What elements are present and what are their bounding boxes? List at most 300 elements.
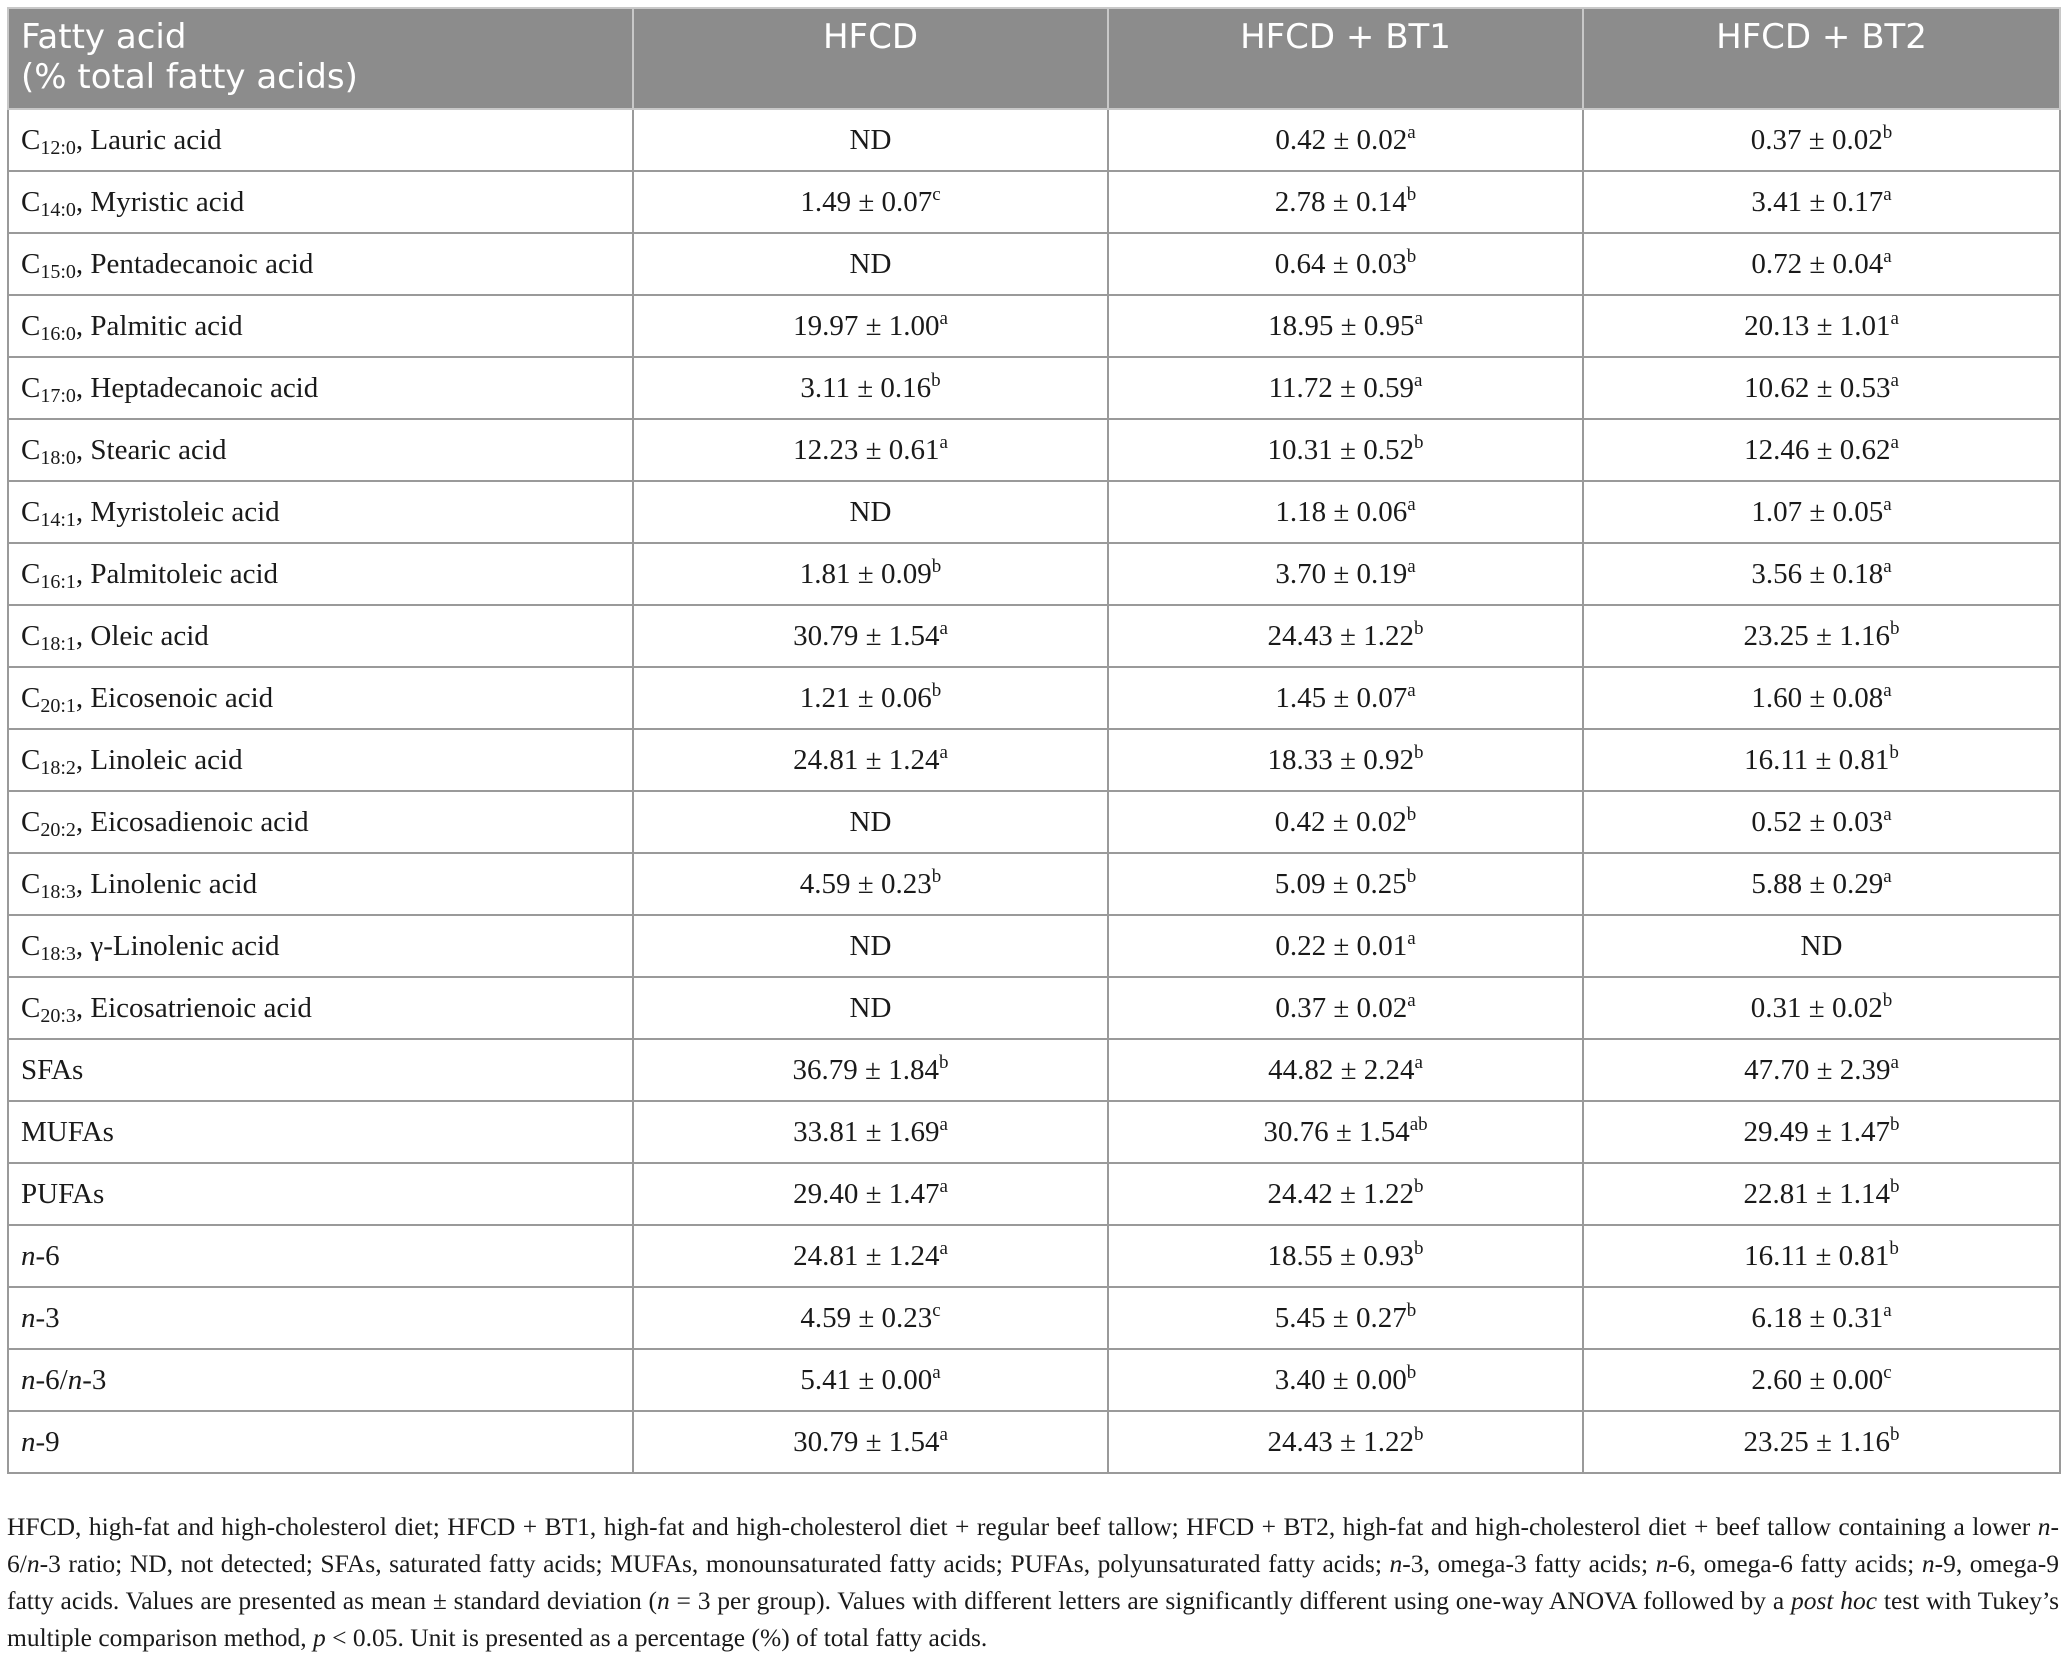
fatty-acid-prefix: C <box>21 433 41 466</box>
significance-letter: b <box>931 555 942 577</box>
fatty-acid-common-name: , Eicosatrienoic acid <box>75 991 312 1024</box>
value-cell-hfcd-bt1 <box>1108 1039 1583 1101</box>
footnote-text: -3, omega-3 fatty acids; <box>1402 1549 1656 1578</box>
table-row <box>8 233 2060 295</box>
significance-letter: a <box>1407 493 1416 515</box>
value-cell-hfcd-bt1 <box>1108 791 1583 853</box>
mean-sd-value: 18.95 ± 0.95 <box>1268 309 1415 342</box>
table-row <box>8 605 2060 667</box>
value-cell-hfcd-bt1 <box>1108 1411 1583 1473</box>
mean-sd-value: 29.49 ± 1.47 <box>1743 1115 1890 1148</box>
fatty-acid-name-part: n <box>21 1301 36 1334</box>
significance-letter: ab <box>1409 1113 1428 1135</box>
mean-sd-value: 0.37 ± 0.02 <box>1275 991 1408 1024</box>
fatty-acid-prefix: C <box>21 247 41 280</box>
value-cell-hfcd <box>633 1225 1108 1287</box>
footnote-text: n <box>1389 1549 1403 1578</box>
carbon-notation-subscript: 14:0 <box>40 198 76 221</box>
fatty-acid-name-cell <box>8 357 633 419</box>
significance-letter: a <box>1883 803 1892 825</box>
fatty-acid-common-name: , Palmitoleic acid <box>75 557 279 590</box>
footnote-text: = 3 per group). Values with different letters are significantly different using one-way ANOVA followed by a <box>669 1586 1791 1615</box>
fatty-acid-prefix: C <box>21 929 41 962</box>
table-row <box>8 1225 2060 1287</box>
footnote-text: n <box>1655 1549 1669 1578</box>
footnote-text: test with Tukey’s multiple comparison method, <box>7 1586 2059 1652</box>
mean-sd-value: 10.62 ± 0.53 <box>1744 371 1891 404</box>
value-cell-hfcd-bt1 <box>1108 171 1583 233</box>
fatty-acid-name-cell <box>8 791 633 853</box>
value-cell-hfcd-bt2 <box>1583 729 2060 791</box>
significance-letter: b <box>1406 1299 1417 1321</box>
fatty-acid-common-name: , Lauric acid <box>75 123 222 156</box>
value-cell-hfcd-bt1 <box>1108 977 1583 1039</box>
fatty-acid-common-name: , Eicosenoic acid <box>75 681 274 714</box>
significance-letter: a <box>1407 679 1416 701</box>
significance-letter: b <box>931 679 942 701</box>
fatty-acid-prefix: SFAs <box>21 1053 84 1086</box>
table-row <box>8 1287 2060 1349</box>
mean-sd-value: 19.97 ± 1.00 <box>793 309 940 342</box>
significance-letter: a <box>1890 307 1899 329</box>
value-cell-hfcd-bt1 <box>1108 915 1583 977</box>
significance-letter: a <box>939 1175 948 1197</box>
value-cell-hfcd-bt1 <box>1108 1349 1583 1411</box>
value-cell-hfcd <box>633 543 1108 605</box>
fatty-acid-name-part: -3 <box>35 1301 60 1334</box>
mean-sd-value: ND <box>849 123 892 156</box>
footnote-text: n <box>26 1549 40 1578</box>
mean-sd-value: ND <box>849 495 892 528</box>
value-cell-hfcd-bt2 <box>1583 915 2060 977</box>
footnote-text: < 0.05. Unit is presented as a percentage (%) of total fatty acids. <box>325 1623 988 1652</box>
fatty-acid-name-cell <box>8 915 633 977</box>
value-cell-hfcd <box>633 295 1108 357</box>
value-cell-hfcd-bt2 <box>1583 357 2060 419</box>
carbon-notation-subscript: 20:3 <box>40 1004 76 1027</box>
fatty-acid-prefix: C <box>21 185 41 218</box>
mean-sd-value: 0.31 ± 0.02 <box>1750 991 1883 1024</box>
significance-letter: a <box>1883 1299 1892 1321</box>
mean-sd-value: ND <box>849 247 892 280</box>
significance-letter: b <box>1889 617 1900 639</box>
value-cell-hfcd-bt1 <box>1108 543 1583 605</box>
table-row <box>8 667 2060 729</box>
mean-sd-value: 5.41 ± 0.00 <box>800 1363 933 1396</box>
table-row <box>8 1163 2060 1225</box>
value-cell-hfcd-bt1 <box>1108 1101 1583 1163</box>
significance-letter: b <box>938 1051 949 1073</box>
value-cell-hfcd-bt2 <box>1583 109 2060 171</box>
value-cell-hfcd-bt2 <box>1583 791 2060 853</box>
mean-sd-value: 12.23 ± 0.61 <box>793 433 940 466</box>
value-cell-hfcd <box>633 1349 1108 1411</box>
carbon-notation-subscript: 18:2 <box>40 756 76 779</box>
fatty-acid-name-cell <box>8 1349 633 1411</box>
value-cell-hfcd-bt1 <box>1108 295 1583 357</box>
carbon-notation-subscript: 16:0 <box>40 322 76 345</box>
value-cell-hfcd-bt2 <box>1583 667 2060 729</box>
value-cell-hfcd <box>633 171 1108 233</box>
table-row <box>8 1411 2060 1473</box>
table-row <box>8 357 2060 419</box>
value-cell-hfcd-bt2 <box>1583 977 2060 1039</box>
footnote-text: HFCD, high-fat and high-cholesterol diet; HFCD + BT1, high-fat and high-cholesterol diet + regular beef tallow; HFCD + BT2, high-fat and high-cholesterol diet + beef tallow containing a lower <box>7 1512 2038 1541</box>
significance-letter: b <box>1413 1175 1424 1197</box>
carbon-notation-subscript: 18:1 <box>40 632 76 655</box>
table-row <box>8 1349 2060 1411</box>
value-cell-hfcd <box>633 109 1108 171</box>
significance-letter: a <box>1407 121 1416 143</box>
table-row <box>8 171 2060 233</box>
significance-letter: a <box>939 617 948 639</box>
value-cell-hfcd-bt1 <box>1108 667 1583 729</box>
mean-sd-value: 1.07 ± 0.05 <box>1751 495 1884 528</box>
value-cell-hfcd <box>633 1163 1108 1225</box>
mean-sd-value: 2.78 ± 0.14 <box>1274 185 1407 218</box>
mean-sd-value: 18.33 ± 0.92 <box>1267 743 1414 776</box>
significance-letter: a <box>1883 679 1892 701</box>
header-hfcd-bt2: HFCD + BT2 <box>1583 8 2060 109</box>
mean-sd-value: 5.45 ± 0.27 <box>1274 1301 1407 1334</box>
fatty-acid-name-part: n <box>21 1425 36 1458</box>
mean-sd-value: 16.11 ± 0.81 <box>1744 1239 1890 1272</box>
table-row <box>8 977 2060 1039</box>
fatty-acid-name-cell <box>8 729 633 791</box>
significance-letter: b <box>1413 1423 1424 1445</box>
value-cell-hfcd <box>633 791 1108 853</box>
mean-sd-value: ND <box>849 929 892 962</box>
fatty-acid-name-cell <box>8 1287 633 1349</box>
fatty-acid-prefix: C <box>21 991 41 1024</box>
carbon-notation-subscript: 18:0 <box>40 446 76 469</box>
fatty-acid-name-cell <box>8 853 633 915</box>
fatty-acid-prefix: C <box>21 619 41 652</box>
fatty-acid-common-name: , γ-Linolenic acid <box>75 929 280 962</box>
carbon-notation-subscript: 15:0 <box>40 260 76 283</box>
mean-sd-value: 0.72 ± 0.04 <box>1751 247 1884 280</box>
mean-sd-value: 3.41 ± 0.17 <box>1751 185 1884 218</box>
significance-letter: b <box>1889 741 1899 763</box>
fatty-acid-name-part: n <box>21 1363 36 1396</box>
mean-sd-value: 0.42 ± 0.02 <box>1275 123 1408 156</box>
fatty-acid-name-cell <box>8 1101 633 1163</box>
mean-sd-value: 2.60 ± 0.00 <box>1751 1363 1884 1396</box>
mean-sd-value: 3.40 ± 0.00 <box>1274 1363 1407 1396</box>
mean-sd-value: 23.25 ± 1.16 <box>1743 619 1890 652</box>
value-cell-hfcd-bt2 <box>1583 171 2060 233</box>
mean-sd-value: 10.31 ± 0.52 <box>1267 433 1414 466</box>
fatty-acid-name-cell <box>8 605 633 667</box>
mean-sd-value: 30.76 ± 1.54 <box>1263 1115 1410 1148</box>
mean-sd-value: 24.43 ± 1.22 <box>1267 619 1414 652</box>
fatty-acid-name-part: -6/ <box>35 1363 68 1396</box>
fatty-acid-name-part: -3 <box>82 1363 107 1396</box>
table-row <box>8 481 2060 543</box>
fatty-acid-prefix: C <box>21 371 41 404</box>
significance-letter: b <box>1406 803 1417 825</box>
value-cell-hfcd <box>633 977 1108 1039</box>
significance-letter: a <box>1414 307 1423 329</box>
carbon-notation-subscript: 16:1 <box>40 570 76 593</box>
significance-letter: b <box>1413 741 1424 763</box>
mean-sd-value: 1.18 ± 0.06 <box>1275 495 1408 528</box>
value-cell-hfcd <box>633 853 1108 915</box>
header-fatty-acid-line1: Fatty acid <box>21 17 187 57</box>
fatty-acid-common-name: , Myristic acid <box>75 185 245 218</box>
mean-sd-value: 0.22 ± 0.01 <box>1275 929 1408 962</box>
significance-letter: a <box>1890 1051 1899 1073</box>
table-row <box>8 543 2060 605</box>
carbon-notation-subscript: 17:0 <box>40 384 76 407</box>
value-cell-hfcd <box>633 605 1108 667</box>
significance-letter: b <box>1406 183 1417 205</box>
value-cell-hfcd-bt2 <box>1583 1411 2060 1473</box>
value-cell-hfcd <box>633 729 1108 791</box>
footnote-text: n <box>657 1586 670 1615</box>
mean-sd-value: 16.11 ± 0.81 <box>1744 743 1890 776</box>
mean-sd-value: 6.18 ± 0.31 <box>1751 1301 1884 1334</box>
fatty-acid-prefix: PUFAs <box>21 1177 105 1210</box>
table-row <box>8 915 2060 977</box>
value-cell-hfcd <box>633 915 1108 977</box>
mean-sd-value: 24.42 ± 1.22 <box>1267 1177 1414 1210</box>
fatty-acid-common-name: , Oleic acid <box>75 619 209 652</box>
value-cell-hfcd-bt2 <box>1583 543 2060 605</box>
fatty-acid-table <box>7 7 2061 1474</box>
fatty-acid-name-cell <box>8 1411 633 1473</box>
mean-sd-value: 24.43 ± 1.22 <box>1267 1425 1414 1458</box>
fatty-acid-common-name: , Pentadecanoic acid <box>75 247 314 280</box>
fatty-acid-prefix: C <box>21 805 41 838</box>
mean-sd-value: 3.56 ± 0.18 <box>1751 557 1884 590</box>
significance-letter: a <box>1883 555 1892 577</box>
table-footnote <box>7 1508 2059 1656</box>
fatty-acid-common-name: , Linoleic acid <box>75 743 243 776</box>
significance-letter: b <box>1889 1113 1900 1135</box>
value-cell-hfcd-bt1 <box>1108 729 1583 791</box>
significance-letter: a <box>939 1113 948 1135</box>
value-cell-hfcd-bt1 <box>1108 853 1583 915</box>
mean-sd-value: 3.70 ± 0.19 <box>1275 557 1408 590</box>
carbon-notation-subscript: 20:2 <box>40 818 76 841</box>
table-row <box>8 853 2060 915</box>
mean-sd-value: 24.81 ± 1.24 <box>793 1239 940 1272</box>
fatty-acid-prefix: C <box>21 681 41 714</box>
value-cell-hfcd <box>633 357 1108 419</box>
significance-letter: b <box>1406 245 1417 267</box>
mean-sd-value: 0.64 ± 0.03 <box>1274 247 1407 280</box>
value-cell-hfcd-bt1 <box>1108 605 1583 667</box>
mean-sd-value: 12.46 ± 0.62 <box>1744 433 1891 466</box>
mean-sd-value: 29.40 ± 1.47 <box>793 1177 940 1210</box>
value-cell-hfcd-bt2 <box>1583 1349 2060 1411</box>
value-cell-hfcd-bt1 <box>1108 109 1583 171</box>
significance-letter: b <box>1882 121 1893 143</box>
fatty-acid-common-name: , Linolenic acid <box>75 867 258 900</box>
significance-letter: a <box>939 741 948 763</box>
fatty-acid-common-name: , Palmitic acid <box>75 309 243 342</box>
carbon-notation-subscript: 18:3 <box>40 880 76 903</box>
mean-sd-value: 0.42 ± 0.02 <box>1274 805 1407 838</box>
mean-sd-value: 1.60 ± 0.08 <box>1751 681 1884 714</box>
value-cell-hfcd <box>633 1287 1108 1349</box>
fatty-acid-name-part: -6 <box>35 1239 60 1272</box>
mean-sd-value: 36.79 ± 1.84 <box>792 1053 939 1086</box>
mean-sd-value: 47.70 ± 2.39 <box>1744 1053 1891 1086</box>
mean-sd-value: 23.25 ± 1.16 <box>1743 1425 1890 1458</box>
fatty-acid-prefix: C <box>21 123 41 156</box>
fatty-acid-name-part: n <box>21 1239 36 1272</box>
mean-sd-value: 1.21 ± 0.06 <box>799 681 932 714</box>
header-row <box>8 8 2060 109</box>
footnote-text: -6, omega-6 fatty acids; <box>1668 1549 1922 1578</box>
significance-letter: a <box>1407 989 1416 1011</box>
carbon-notation-subscript: 18:3 <box>40 942 76 965</box>
significance-letter: a <box>1890 431 1899 453</box>
value-cell-hfcd <box>633 419 1108 481</box>
value-cell-hfcd <box>633 667 1108 729</box>
significance-letter: c <box>932 1299 941 1321</box>
header-hfcd-bt1: HFCD + BT1 <box>1108 8 1583 109</box>
mean-sd-value: 5.88 ± 0.29 <box>1751 867 1884 900</box>
mean-sd-value: 22.81 ± 1.14 <box>1743 1177 1890 1210</box>
fatty-acid-name-cell <box>8 1039 633 1101</box>
fatty-acid-name-part: n <box>67 1363 83 1396</box>
significance-letter: a <box>1407 555 1416 577</box>
significance-letter: b <box>1889 1423 1900 1445</box>
fatty-acid-table-container <box>7 7 2059 1474</box>
significance-letter: a <box>1883 245 1892 267</box>
value-cell-hfcd-bt1 <box>1108 1225 1583 1287</box>
header-fatty-acid <box>8 8 633 109</box>
value-cell-hfcd-bt1 <box>1108 233 1583 295</box>
value-cell-hfcd-bt1 <box>1108 419 1583 481</box>
significance-letter: a <box>1414 1051 1423 1073</box>
mean-sd-value: 0.52 ± 0.03 <box>1751 805 1884 838</box>
mean-sd-value: 0.37 ± 0.02 <box>1750 123 1883 156</box>
value-cell-hfcd-bt2 <box>1583 853 2060 915</box>
fatty-acid-name-cell <box>8 481 633 543</box>
value-cell-hfcd-bt2 <box>1583 1163 2060 1225</box>
value-cell-hfcd-bt2 <box>1583 1101 2060 1163</box>
value-cell-hfcd-bt1 <box>1108 1287 1583 1349</box>
carbon-notation-subscript: 14:1 <box>40 508 76 531</box>
header-hfcd: HFCD <box>633 8 1108 109</box>
fatty-acid-name-cell <box>8 1163 633 1225</box>
fatty-acid-common-name: , Eicosadienoic acid <box>75 805 309 838</box>
significance-letter: b <box>1413 617 1424 639</box>
significance-letter: c <box>1883 1361 1892 1383</box>
significance-letter: a <box>939 307 948 329</box>
footnote-text: -6/ <box>7 1512 2059 1578</box>
footnote-text: p <box>312 1623 326 1652</box>
fatty-acid-prefix: C <box>21 743 41 776</box>
mean-sd-value: ND <box>1800 929 1843 962</box>
fatty-acid-prefix: C <box>21 495 41 528</box>
significance-letter: b <box>931 865 942 887</box>
significance-letter: a <box>939 1237 948 1259</box>
mean-sd-value: 18.55 ± 0.93 <box>1267 1239 1414 1272</box>
mean-sd-value: 4.59 ± 0.23 <box>800 1301 933 1334</box>
value-cell-hfcd-bt2 <box>1583 1287 2060 1349</box>
mean-sd-value: 1.45 ± 0.07 <box>1275 681 1408 714</box>
mean-sd-value: 30.79 ± 1.54 <box>793 1425 940 1458</box>
mean-sd-value: 11.72 ± 0.59 <box>1268 371 1414 404</box>
significance-letter: b <box>1889 1237 1899 1259</box>
significance-letter: b <box>1413 431 1424 453</box>
significance-letter: b <box>1882 989 1893 1011</box>
significance-letter: a <box>1883 493 1892 515</box>
fatty-acid-name-cell <box>8 543 633 605</box>
value-cell-hfcd-bt2 <box>1583 481 2060 543</box>
table-row <box>8 109 2060 171</box>
fatty-acid-name-cell <box>8 667 633 729</box>
mean-sd-value: 33.81 ± 1.69 <box>793 1115 940 1148</box>
footnote-text: -9, omega-9 fatty acids. Values are presented as mean ± standard deviation ( <box>7 1549 2059 1615</box>
carbon-notation-subscript: 20:1 <box>40 694 76 717</box>
header-fatty-acid-line2: (% total fatty acids) <box>21 57 358 97</box>
table-row <box>8 1101 2060 1163</box>
significance-letter: b <box>1889 1175 1900 1197</box>
mean-sd-value: 5.09 ± 0.25 <box>1274 867 1407 900</box>
value-cell-hfcd <box>633 1411 1108 1473</box>
mean-sd-value: 1.81 ± 0.09 <box>799 557 932 590</box>
significance-letter: a <box>1413 369 1423 391</box>
footnote-text: -3 ratio; ND, not detected; SFAs, saturated fatty acids; MUFAs, monounsaturated fatty acids; PUFAs, polyunsaturated fatty acids; <box>39 1549 1390 1578</box>
footnote-text: n <box>1921 1549 1935 1578</box>
value-cell-hfcd-bt1 <box>1108 481 1583 543</box>
significance-letter: a <box>1407 927 1416 949</box>
footnote-text: n <box>2037 1512 2051 1541</box>
mean-sd-value: 1.49 ± 0.07 <box>800 185 933 218</box>
value-cell-hfcd-bt2 <box>1583 233 2060 295</box>
fatty-acid-name-cell <box>8 233 633 295</box>
value-cell-hfcd <box>633 1039 1108 1101</box>
mean-sd-value: 20.13 ± 1.01 <box>1744 309 1891 342</box>
carbon-notation-subscript: 12:0 <box>40 136 76 159</box>
fatty-acid-common-name: , Stearic acid <box>75 433 227 466</box>
table-row <box>8 729 2060 791</box>
value-cell-hfcd <box>633 233 1108 295</box>
value-cell-hfcd-bt1 <box>1108 1163 1583 1225</box>
fatty-acid-name-part: -9 <box>35 1425 60 1458</box>
fatty-acid-name-cell <box>8 419 633 481</box>
mean-sd-value: 3.11 ± 0.16 <box>800 371 932 404</box>
table-header <box>8 8 2060 109</box>
value-cell-hfcd-bt2 <box>1583 1039 2060 1101</box>
table-body <box>8 109 2060 1473</box>
fatty-acid-prefix: C <box>21 557 41 590</box>
fatty-acid-name-cell <box>8 295 633 357</box>
significance-letter: b <box>1406 865 1417 887</box>
fatty-acid-name-cell <box>8 977 633 1039</box>
value-cell-hfcd-bt2 <box>1583 295 2060 357</box>
value-cell-hfcd <box>633 481 1108 543</box>
value-cell-hfcd-bt2 <box>1583 419 2060 481</box>
mean-sd-value: 24.81 ± 1.24 <box>793 743 940 776</box>
significance-letter: c <box>932 183 941 205</box>
footnote-text: post hoc <box>1790 1586 1878 1615</box>
fatty-acid-name-cell <box>8 109 633 171</box>
table-row <box>8 791 2060 853</box>
significance-letter: b <box>1413 1237 1424 1259</box>
significance-letter: a <box>932 1361 941 1383</box>
value-cell-hfcd <box>633 1101 1108 1163</box>
fatty-acid-name-cell <box>8 1225 633 1287</box>
significance-letter: a <box>939 1423 948 1445</box>
value-cell-hfcd-bt2 <box>1583 1225 2060 1287</box>
